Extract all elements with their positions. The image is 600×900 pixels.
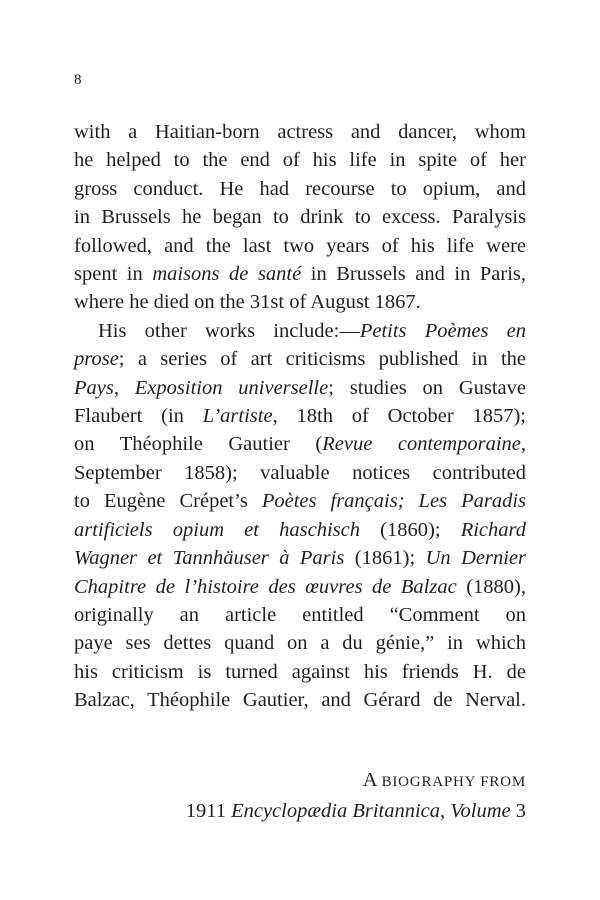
text-segment: , 18th of October 1857); bbox=[272, 405, 527, 428]
text-line: September 1858); valuable notices contributed bbox=[74, 461, 526, 484]
text-line bbox=[74, 402, 526, 430]
italic-segment: Wagner et Tannhäuser à Paris bbox=[74, 547, 345, 570]
body-text bbox=[74, 118, 526, 715]
text-line bbox=[74, 430, 526, 458]
text-segment: ; studies on Gustave bbox=[328, 376, 526, 399]
text-line bbox=[74, 374, 526, 402]
italic-segment: artificiels opium et haschisch bbox=[74, 518, 360, 541]
italic-segment: Chapitre de l’histoire des œuvres de Balzac bbox=[74, 575, 457, 598]
text-segment: His other works include:— bbox=[98, 319, 360, 342]
text-line bbox=[74, 317, 526, 345]
italic-segment: Poètes français; Les Paradis bbox=[261, 490, 526, 513]
attribution-source bbox=[74, 797, 526, 826]
text-segment: (1880), bbox=[456, 575, 527, 598]
text-segment: (1860); bbox=[360, 518, 461, 541]
text-line bbox=[74, 516, 526, 544]
italic-segment: Richard bbox=[460, 518, 526, 541]
page-number: 8 bbox=[74, 72, 82, 88]
italic-segment: maisons de santé bbox=[152, 263, 302, 286]
text-line bbox=[74, 345, 526, 373]
source-volume: 3 bbox=[510, 800, 526, 822]
text-line bbox=[74, 260, 526, 288]
text-line: with a Haitian-born actress and dancer, whom bbox=[74, 121, 526, 143]
heading-initial: A bbox=[362, 769, 377, 791]
text-line: Balzac, Théophile Gautier, and Gérard de Nerval. bbox=[74, 689, 526, 712]
source-year: 1911 bbox=[185, 800, 232, 822]
text-segment: , bbox=[520, 433, 526, 456]
attribution bbox=[74, 766, 526, 826]
italic-segment: Un Dernier bbox=[425, 547, 526, 570]
text-segment: ; a series of art criticisms published in the bbox=[118, 348, 526, 371]
italic-segment: Revue contemporaine bbox=[322, 433, 521, 456]
text-line: where he died on the 31st of August 1867. bbox=[74, 291, 421, 314]
heading-smallcaps: BIOGRAPHY FROM bbox=[381, 774, 526, 790]
text-line bbox=[74, 573, 526, 601]
text-line: he helped to the end of his life in spite of her bbox=[74, 149, 526, 172]
attribution-heading bbox=[74, 766, 526, 797]
text-line: in Brussels he began to drink to excess. Paralysis bbox=[74, 206, 526, 229]
text-segment: in Brussels and in Paris, bbox=[301, 263, 527, 286]
text-segment: (1861); bbox=[344, 547, 426, 570]
text-line: paye ses dettes quand on a du génie,” in which bbox=[74, 632, 526, 655]
text-line bbox=[74, 544, 526, 572]
italic-segment: L’artiste bbox=[202, 405, 273, 428]
paragraph-2 bbox=[74, 317, 526, 715]
italic-segment: Pays, Exposition universelle bbox=[74, 376, 329, 399]
text-segment: Flaubert (in bbox=[74, 405, 203, 428]
source-title: Encyclopædia Britannica, Volume bbox=[231, 800, 511, 822]
text-line: followed, and the last two years of his life were bbox=[74, 234, 526, 257]
text-segment: to Eugène Crépet’s bbox=[74, 490, 262, 513]
text-line bbox=[74, 487, 526, 515]
italic-segment: prose bbox=[74, 348, 119, 371]
italic-segment: Petits Poèmes en bbox=[359, 319, 526, 342]
text-line: gross conduct. He had recourse to opium, and bbox=[74, 177, 526, 200]
paragraph-1 bbox=[74, 118, 526, 317]
text-line: his criticism is turned against his friends H. de bbox=[74, 660, 526, 683]
text-segment: on Théophile Gautier ( bbox=[74, 433, 323, 456]
text-line: originally an article entitled “Comment on bbox=[74, 603, 526, 626]
text-segment: spent in bbox=[74, 263, 153, 286]
